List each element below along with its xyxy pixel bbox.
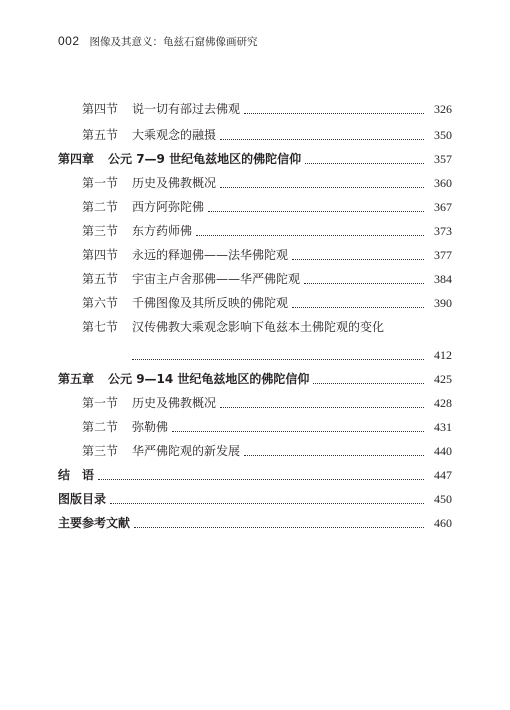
book-title: 图像及其意义：龟兹石窟佛像画研究 — [89, 36, 258, 48]
leader-dots — [220, 398, 424, 408]
leader-dots — [196, 226, 424, 236]
toc-entry-ch3-s5[interactable] — [82, 127, 452, 143]
page-ref: 431 — [434, 420, 452, 434]
page-ref: 428 — [434, 396, 452, 410]
page-number: 002 — [58, 34, 80, 48]
leader-dots — [220, 178, 424, 188]
section-title: 宇宙主卢舍那佛——华严佛陀观 — [132, 272, 301, 286]
section-number: 第二节 — [82, 200, 119, 214]
page-ref: 367 — [434, 200, 452, 214]
section-title: 历史及佛教概况 — [132, 396, 217, 410]
section-title: 千佛图像及其所反映的佛陀观 — [132, 296, 289, 310]
toc-entry-ch5-s2[interactable] — [82, 419, 452, 435]
leader-dots — [304, 274, 424, 284]
section-number: 第一节 — [82, 176, 119, 190]
section-number: 第六节 — [82, 296, 119, 310]
chapter-title: 公元 7—9 世纪龟兹地区的佛陀信仰 — [108, 152, 302, 166]
leader-dots — [172, 422, 424, 432]
toc-entry-ch4-s5[interactable] — [82, 271, 452, 287]
section-number: 第五节 — [82, 128, 119, 142]
references-title: 主要参考文献 — [58, 516, 131, 530]
page-ref: 390 — [434, 296, 452, 310]
toc-entry-ch5-s3[interactable] — [82, 443, 452, 459]
leader-dots — [132, 350, 424, 360]
leader-dots — [110, 494, 424, 504]
section-number: 第三节 — [82, 444, 119, 458]
section-number: 第一节 — [82, 396, 119, 410]
section-number: 第五节 — [82, 272, 119, 286]
leader-dots — [292, 250, 424, 260]
page-ref: 384 — [434, 272, 452, 286]
toc-entry-ch5[interactable] — [58, 371, 452, 387]
page-ref: 447 — [434, 468, 452, 482]
running-head — [58, 34, 258, 49]
toc-entry-ch4-s7-continuation[interactable] — [132, 347, 452, 363]
toc-entry-conclusion[interactable] — [58, 467, 452, 483]
section-number: 第四节 — [82, 102, 119, 116]
leader-dots — [98, 470, 424, 480]
page-ref: 377 — [434, 248, 452, 262]
leader-dots — [220, 130, 424, 140]
leader-dots — [134, 518, 424, 528]
leader-dots — [208, 202, 424, 212]
section-title: 东方药师佛 — [132, 224, 193, 238]
toc-entry-ch5-s1[interactable] — [82, 395, 452, 411]
leader-dots — [313, 374, 424, 384]
conclusion-title: 结 语 — [58, 468, 95, 482]
toc-entry-ch4-s2[interactable] — [82, 199, 452, 215]
section-number: 第二节 — [82, 420, 119, 434]
leader-dots — [292, 298, 424, 308]
toc-entry-ch4-s1[interactable] — [82, 175, 452, 191]
chapter-number: 第五章 — [58, 372, 95, 386]
leader-dots — [305, 154, 424, 164]
page-ref: 373 — [434, 224, 452, 238]
section-title: 华严佛陀观的新发展 — [132, 444, 241, 458]
section-title: 说一切有部过去佛观 — [132, 102, 241, 116]
page-ref: 440 — [434, 444, 452, 458]
page-ref: 460 — [434, 516, 452, 530]
page-ref: 450 — [434, 492, 452, 506]
section-title: 西方阿弥陀佛 — [132, 200, 205, 214]
section-number: 第三节 — [82, 224, 119, 238]
page-ref: 357 — [434, 152, 452, 166]
leader-dots — [244, 104, 424, 114]
chapter-title: 公元 9—14 世纪龟兹地区的佛陀信仰 — [108, 372, 310, 386]
leader-dots — [244, 446, 424, 456]
section-title: 大乘观念的融摄 — [132, 128, 217, 142]
toc-entry-ch4[interactable] — [58, 151, 452, 167]
section-title: 弥勒佛 — [132, 420, 169, 434]
section-number: 第七节 — [82, 320, 119, 334]
section-title: 历史及佛教概况 — [132, 176, 217, 190]
toc-entry-ch4-s7[interactable] — [82, 319, 452, 335]
toc-entry-ch3-s4[interactable] — [82, 101, 452, 117]
section-number: 第四节 — [82, 248, 119, 262]
page-ref: 350 — [434, 128, 452, 142]
toc-entry-figures[interactable] — [58, 491, 452, 507]
toc-entry-ch4-s3[interactable] — [82, 223, 452, 239]
page-ref: 360 — [434, 176, 452, 190]
section-title: 永远的释迦佛——法华佛陀观 — [132, 248, 289, 262]
toc-entry-ch4-s4[interactable] — [82, 247, 452, 263]
page-ref: 412 — [434, 348, 452, 362]
page-ref: 425 — [434, 372, 452, 386]
page-ref: 326 — [434, 102, 452, 116]
chapter-number: 第四章 — [58, 152, 95, 166]
figures-title: 图版目录 — [58, 492, 107, 506]
toc-entry-ch4-s6[interactable] — [82, 295, 452, 311]
section-title: 汉传佛教大乘观念影响下龟兹本土佛陀观的变化 — [132, 320, 385, 334]
toc-entry-references[interactable] — [58, 515, 452, 531]
